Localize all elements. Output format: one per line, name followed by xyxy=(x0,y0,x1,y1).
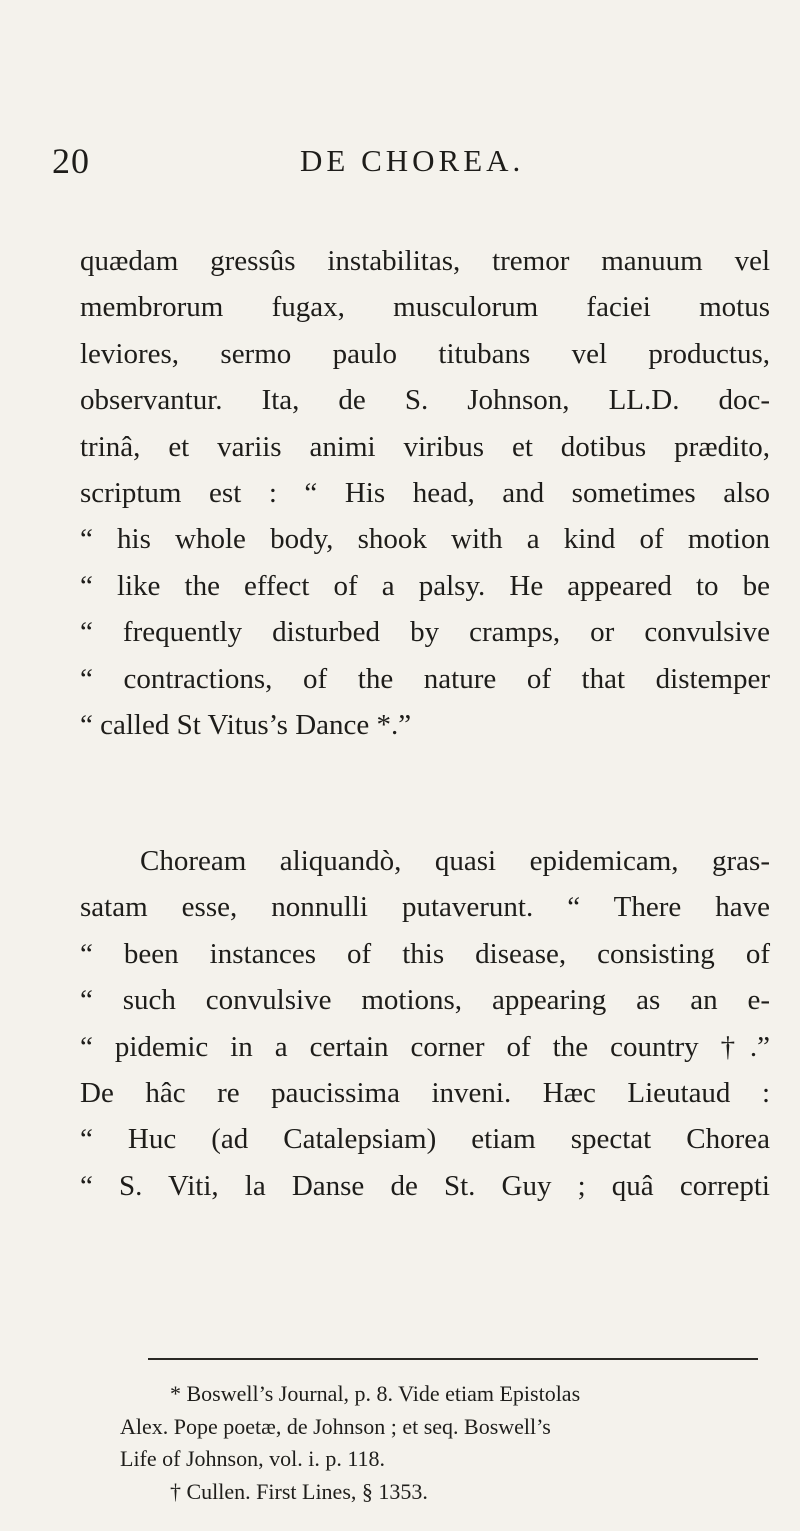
text-line: “ his whole body, shook with a kind of motion xyxy=(80,523,770,556)
paragraph-1 xyxy=(80,238,770,748)
footnote-line: Alex. Pope poetæ, de Johnson ; et seq. Boswell’s xyxy=(120,1413,551,1439)
text-line: “ contractions, of the nature of that distemper xyxy=(80,662,770,695)
text-line: satam esse, nonnulli putaverunt. “ There have xyxy=(80,891,770,924)
footnote-line: † Cullen. First Lines, § 1353. xyxy=(170,1478,428,1504)
text-line: “ pidemic in a certain corner of the country †.” xyxy=(80,1030,770,1063)
text-line: observantur. Ita, de S. Johnson, LL.D. doc- xyxy=(80,384,770,417)
page-number: 20 xyxy=(52,141,90,181)
text-line: membrorum fugax, musculorum faciei motus xyxy=(80,291,770,324)
text-line: quædam gressûs instabilitas, tremor manuum vel xyxy=(80,245,770,277)
text-line: “ like the effect of a palsy. He appeared to be xyxy=(80,569,770,602)
footnote-line: Life of Johnson, vol. i. p. 118. xyxy=(120,1446,385,1471)
text-line: De hâc re paucissima inveni. Hæc Lieutaud : xyxy=(80,1077,770,1110)
text-line: “ called St Vitus’s Dance *.” xyxy=(80,709,412,742)
text-line: “ been instances of this disease, consisting of xyxy=(80,937,770,970)
text-line: “ frequently disturbed by cramps, or convulsive xyxy=(80,616,770,649)
text-line: “ such convulsive motions, appearing as an e- xyxy=(80,984,770,1017)
footnotes xyxy=(120,1378,770,1508)
text-line: leviores, sermo paulo titubans vel productus, xyxy=(80,337,770,370)
text-line: Choream aliquandò, quasi epidemicam, gras- xyxy=(140,845,770,877)
footnote-line: * Boswell’s Journal, p. 8. Vide etiam Epistolas xyxy=(170,1381,581,1406)
paragraph-2 xyxy=(80,838,770,1209)
running-title: DE CHOREA. xyxy=(300,143,525,178)
text-line: scriptum est : “ His head, and sometimes also xyxy=(80,477,770,510)
page-header xyxy=(0,140,800,190)
text-line: trinâ, et variis animi viribus et dotibus prædito, xyxy=(80,430,770,463)
text-line: “ S. Viti, la Danse de St. Guy ; quâ correpti xyxy=(80,1169,770,1202)
footnote-rule xyxy=(148,1358,758,1360)
text-line: “ Huc (ad Catalepsiam) etiam spectat Chorea xyxy=(80,1123,770,1156)
